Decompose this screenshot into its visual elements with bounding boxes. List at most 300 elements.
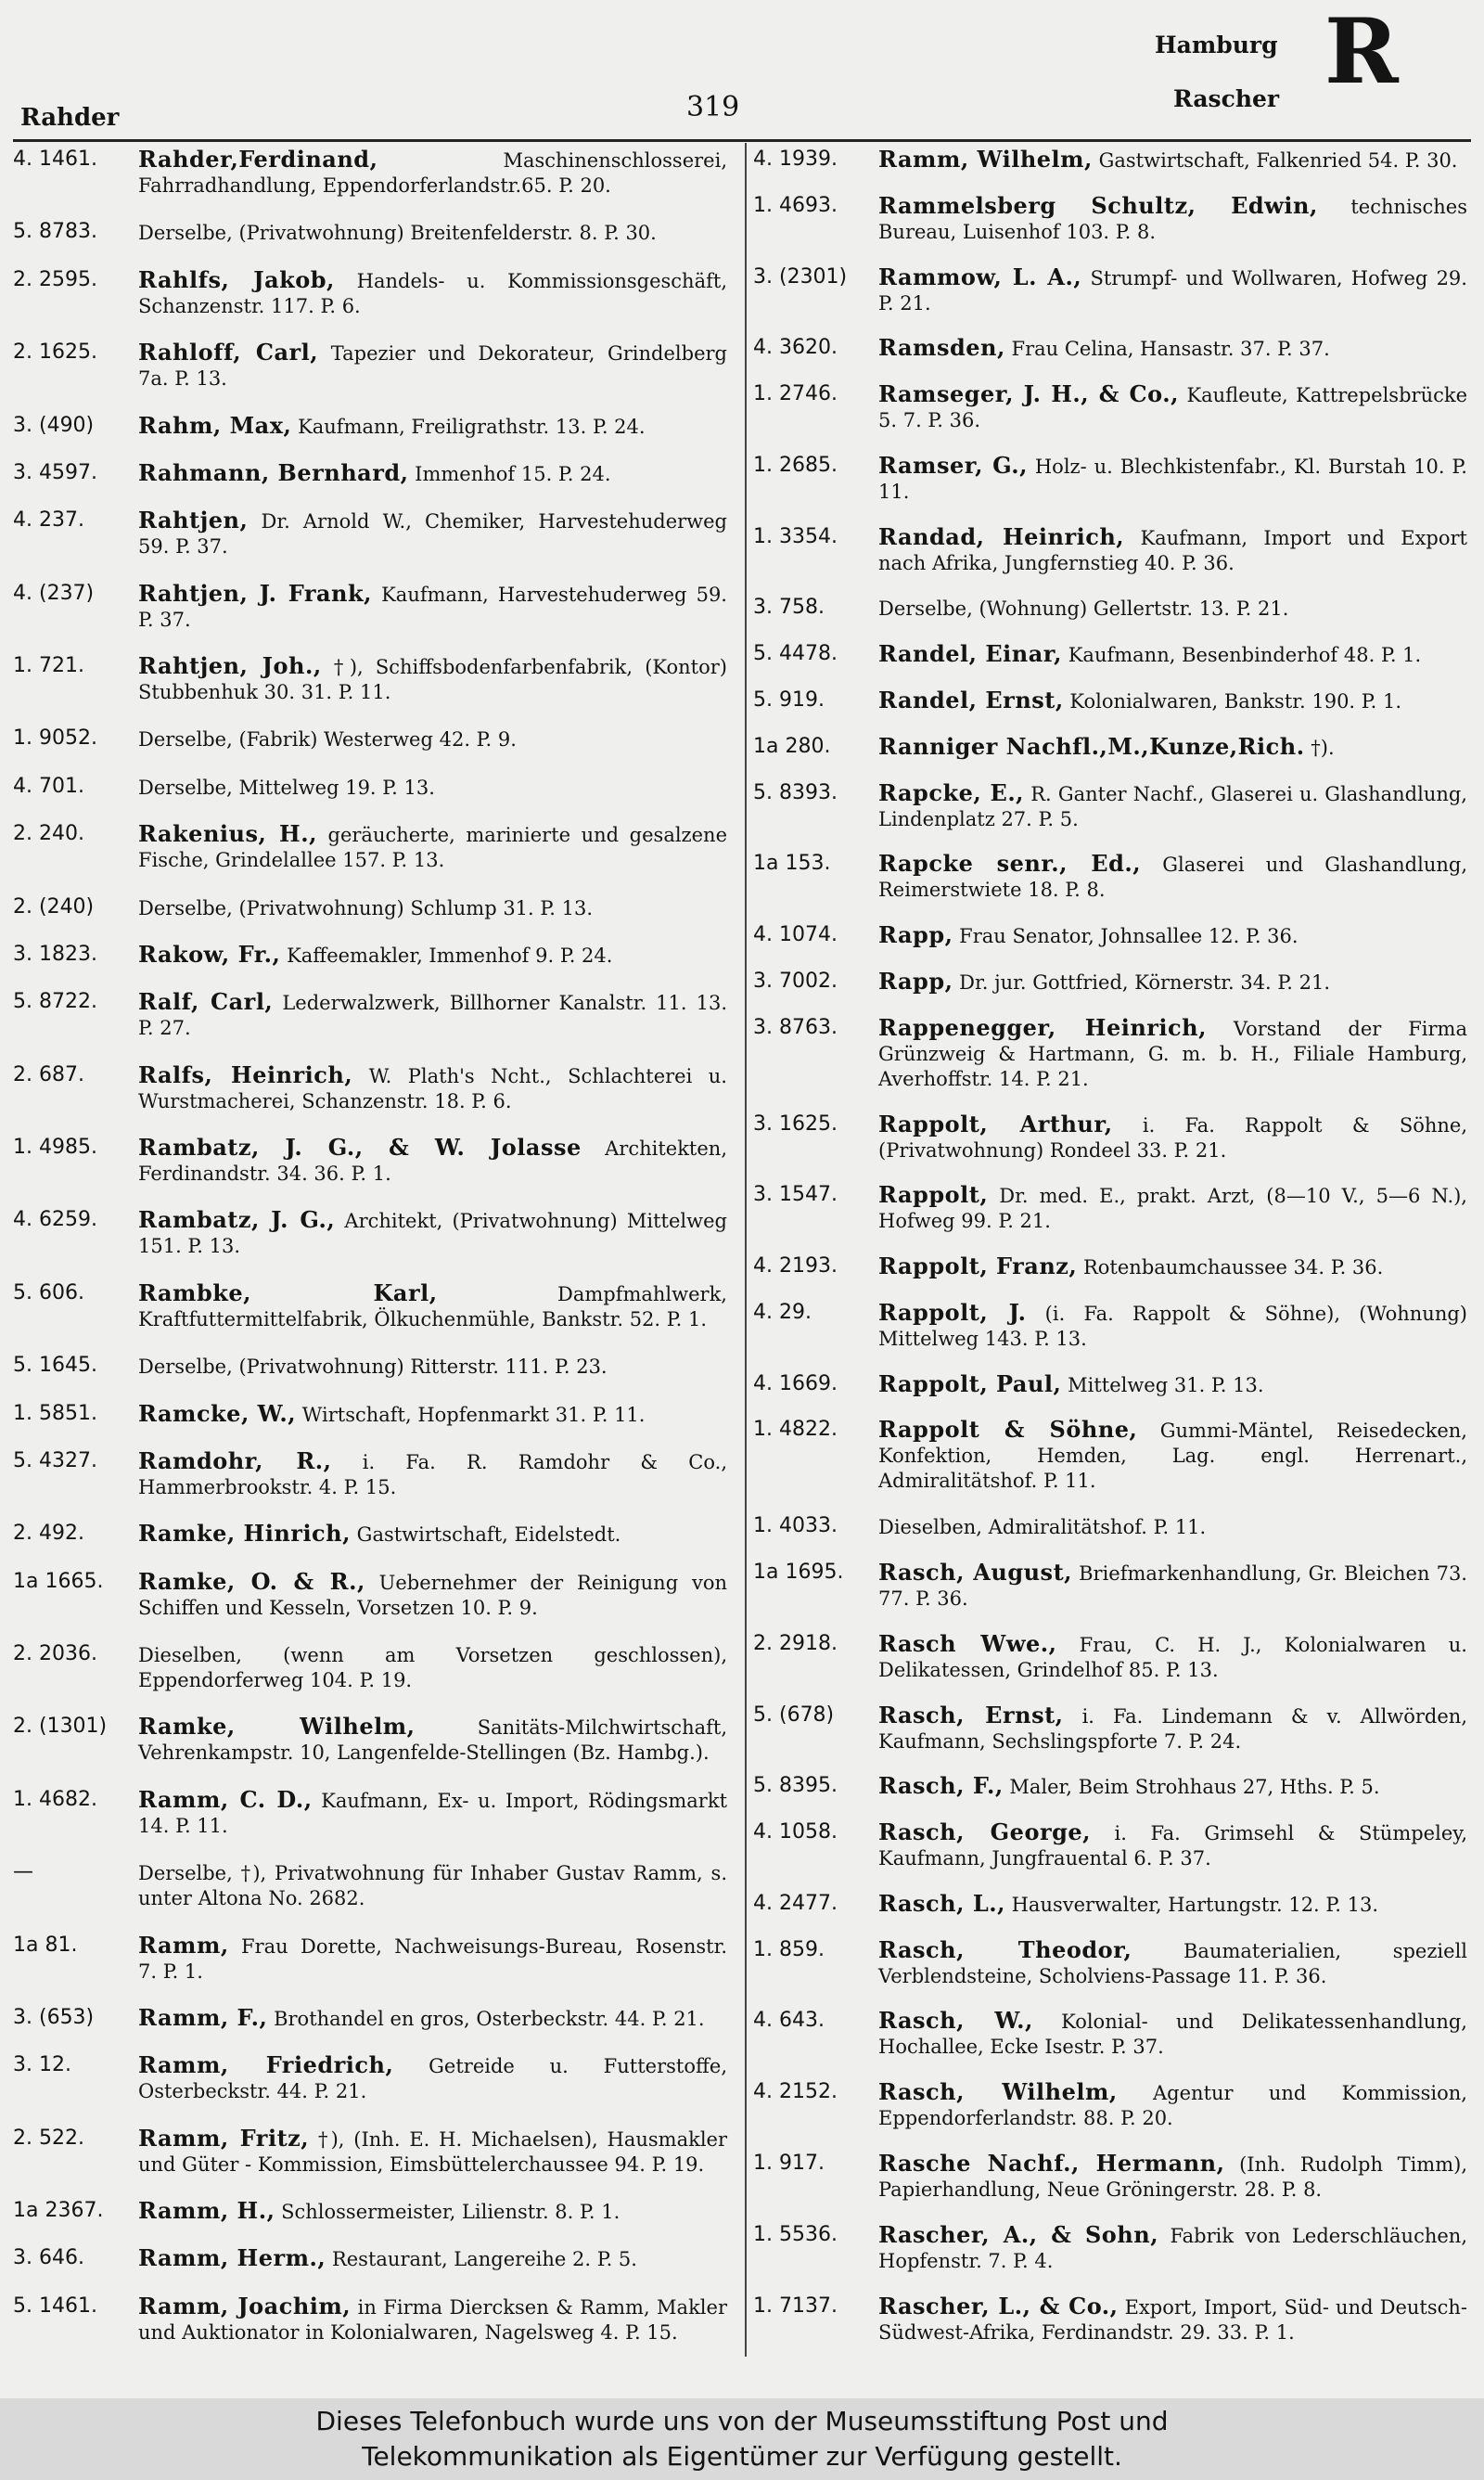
- entry-text: [878, 2222, 1467, 2274]
- phone-number: 4. (237): [13, 581, 95, 605]
- entry-text: [878, 780, 1467, 832]
- phone-number: 4. 1461.: [13, 148, 97, 171]
- entry-details: Architekt, (Privatwohnung) Mittelweg 151. P. 13.: [138, 1210, 727, 1258]
- phone-number: 4. 29.: [753, 1300, 812, 1324]
- directory-entry: [13, 2052, 727, 2104]
- subscriber-name: Rambatz, J. G., & W. Jolasse: [138, 1134, 582, 1161]
- entry-text: [878, 1182, 1467, 1234]
- city-heading: Hamburg: [1155, 32, 1278, 58]
- entry-text: [138, 653, 727, 705]
- subscriber-name: Rahloff, Carl,: [138, 339, 319, 366]
- directory-entry: [13, 1859, 727, 1911]
- entry-text: [138, 1448, 727, 1500]
- phone-number: 3. 4597.: [13, 460, 97, 484]
- phone-number: 3. (653): [13, 2005, 95, 2029]
- directory-entry: [13, 1448, 727, 1500]
- subscriber-name: Rapcke, E.,: [878, 778, 1025, 806]
- subscriber-name: Rasch, W.,: [878, 2007, 1033, 2035]
- phone-number: 3. 8763.: [753, 1015, 838, 1039]
- phone-number: 1a 1695.: [753, 1560, 844, 1584]
- entry-details: Frau, C. H. J., Kolonialwaren u. Delikatessen, Grindelhof 85. P. 13.: [878, 1633, 1467, 1681]
- phone-number: 1a 280.: [753, 734, 831, 758]
- phone-number: 1. 2746.: [753, 382, 838, 406]
- entry-details: Fabrik von Lederschläuchen, Hopfenstr. 7. P. 4.: [878, 2224, 1467, 2272]
- entry-details: Handels- u. Kommissionsgeschäft, Schanzenstr. 117. P. 6.: [138, 269, 727, 317]
- subscriber-name: Ramm, C. D.,: [138, 1785, 313, 1813]
- entry-details: Kaufmann, Harvestehuderweg 59. P. 37.: [138, 583, 727, 631]
- entry-details: Derselbe, (Wohnung) Gellertstr. 13. P. 21.: [878, 598, 1289, 621]
- entry-details: Dieselben, (wenn am Vorsetzen geschlossen), Eppendorferweg 104. P. 19.: [138, 1644, 727, 1691]
- entry-details: Gastwirtschaft, Falkenried 54. P. 30.: [1098, 149, 1458, 172]
- directory-entry: [13, 2294, 727, 2345]
- entry-text: [878, 335, 1467, 362]
- subscriber-name: Rapcke senr., Ed.,: [878, 850, 1142, 878]
- entry-details: Export, Import, Süd- und Deutsch-Südwest-Afrika, Ferdinandstr. 29. 33. P. 1.: [878, 2295, 1467, 2344]
- phone-number: 3. 12.: [13, 2053, 71, 2077]
- directory-entry: [753, 851, 1467, 903]
- directory-entry: [753, 1112, 1467, 1163]
- directory-entry: [753, 969, 1467, 996]
- entry-text: [138, 1353, 727, 1380]
- directory-entry: [13, 1135, 727, 1187]
- directory-entry: [13, 1062, 727, 1114]
- entry-details: Briefmarkenhandlung, Gr. Bleichen 73. 77. P. 36.: [878, 1561, 1467, 1610]
- subscriber-name: Ramm, Herm.,: [138, 2244, 326, 2272]
- entry-details: in Firma Diercksen & Ramm, Makler und Auktionator in Kolonialwaren, Nagelsweg 4. P. 15.: [138, 2295, 727, 2344]
- entry-text: [878, 1112, 1467, 1163]
- phone-number: 1a 2367.: [13, 2199, 104, 2222]
- entry-text: [878, 264, 1467, 316]
- entry-text: [138, 989, 727, 1041]
- phone-number: 1. 4033.: [753, 1514, 838, 1538]
- phone-number: 4. 2193.: [753, 1254, 838, 1279]
- subscriber-name: Rahtjen, Joh.,: [138, 652, 322, 679]
- directory-entry: [13, 2245, 727, 2272]
- phone-number: 1. 4985.: [13, 1136, 97, 1159]
- subscriber-name: Rapp,: [878, 921, 953, 949]
- entry-details: Derselbe, (Privatwohnung) Ritterstr. 111. P. 23.: [138, 1356, 608, 1379]
- subscriber-name: Rahm, Max,: [138, 411, 292, 439]
- directory-entry: [753, 1253, 1467, 1280]
- directory-entry: [13, 581, 727, 633]
- entry-text: [878, 1703, 1467, 1754]
- subscriber-name: Rakow, Fr.,: [138, 940, 281, 968]
- subscriber-name: Ramke, Hinrich,: [138, 1520, 351, 1548]
- subscriber-name: Rappolt, Arthur,: [878, 1110, 1113, 1137]
- subscriber-name: Ramsden,: [878, 334, 1005, 362]
- entry-text: [878, 1371, 1467, 1398]
- subscriber-name: Rambatz, J. G.,: [138, 1206, 336, 1234]
- entry-text: [138, 1569, 727, 1621]
- directory-entry: [13, 774, 727, 801]
- entry-text: [878, 851, 1467, 903]
- directory-entry: [753, 1631, 1467, 1683]
- subscriber-name: Rakenius, H.,: [138, 820, 317, 848]
- subscriber-name: Ramm, F.,: [138, 2003, 268, 2031]
- entry-details: Kaufmann, Freiligrathstr. 13. P. 24.: [298, 415, 646, 438]
- subscriber-name: Rascher, A., & Sohn,: [878, 2220, 1159, 2248]
- subscriber-name: Ramseger, J. H., & Co.,: [878, 380, 1179, 408]
- subscriber-name: Randel, Einar,: [878, 640, 1063, 668]
- entry-text: [878, 1937, 1467, 1989]
- entry-text: [878, 147, 1467, 173]
- subscriber-name: Rammelsberg Schultz, Edwin,: [878, 191, 1318, 219]
- entry-details: Dr. Arnold W., Chemiker, Harvestehuderweg 59. P. 37.: [138, 510, 728, 559]
- phone-number: 3. 1823.: [13, 942, 97, 966]
- entry-text: [878, 2008, 1467, 2060]
- entry-text: [138, 267, 727, 319]
- subscriber-name: Rappolt,: [878, 1181, 989, 1209]
- entry-text: [138, 821, 727, 873]
- footer-notice: [0, 2398, 1484, 2480]
- entry-details: Tapezier und Dekorateur, Grindelberg 7a. P. 13.: [138, 342, 727, 391]
- phone-number: —: [13, 1860, 33, 1884]
- phone-number: 1a 153.: [753, 852, 831, 876]
- entry-details: geräucherte, marinierte und gesalzene Fische, Grindelallee 157. P. 13.: [138, 824, 727, 872]
- directory-entry: [13, 219, 727, 246]
- entry-text: [878, 922, 1467, 949]
- subscriber-name: Rappolt, Paul,: [878, 1369, 1062, 1397]
- directory-entry: [13, 653, 727, 705]
- phone-number: 2. (1301): [13, 1715, 108, 1739]
- phone-number: 2. 687.: [13, 1062, 84, 1086]
- entry-details: Lederwalzwerk, Billhorner Kanalstr. 11. 13. P. 27.: [138, 992, 727, 1040]
- directory-entry: [13, 942, 727, 969]
- subscriber-name: Rappenegger, Heinrich,: [878, 1013, 1207, 1041]
- directory-entry: [753, 193, 1467, 245]
- phone-number: 2. 522.: [13, 2126, 84, 2150]
- directory-entry: [753, 734, 1467, 761]
- phone-number: 1. 3354.: [753, 524, 838, 548]
- entry-details: Kolonial- und Delikatessenhandlung, Hochallee, Ecke Isestr. P. 37.: [878, 2011, 1467, 2059]
- entry-text: [138, 340, 727, 392]
- phone-number: 4. 6259.: [13, 1208, 97, 1232]
- entry-details: Derselbe, (Privatwohnung) Breitenfelderstr. 8. P. 30.: [138, 222, 657, 245]
- entry-text: [138, 1859, 727, 1911]
- entry-text: [138, 894, 727, 921]
- entry-details: Kaufleute, Kattrepelsbrücke 5. 7. P. 36.: [878, 384, 1468, 432]
- phone-number: 3. (2301): [753, 264, 848, 289]
- phone-number: 1a 1665.: [13, 1569, 104, 1593]
- entry-text: [138, 2005, 727, 2032]
- subscriber-name: Rasch, August,: [878, 1558, 1073, 1586]
- entry-details: technisches Bureau, Luisenhof 103. P. 8.: [878, 195, 1467, 243]
- entry-details: †).: [1311, 736, 1335, 759]
- entry-details: Schlossermeister, Lilienstr. 8. P. 1.: [281, 2201, 620, 2223]
- subscriber-name: Rasch, F.,: [878, 1772, 1004, 1800]
- entry-details: (Inh. Rudolph Timm), Papierhandlung, Neue Gröningerstr. 28. P. 8.: [878, 2153, 1468, 2201]
- entry-text: [878, 687, 1467, 714]
- entry-text: [878, 734, 1467, 761]
- phone-number: 2. (240): [13, 894, 95, 919]
- phone-number: 1. 9052.: [13, 726, 97, 751]
- entry-details: †), (Inh. E. H. Michaelsen), Hausmakler und Güter - Kommission, Eimsbüttelerchaussee 94. P. 19.: [138, 2127, 727, 2176]
- entry-details: Maschinenschlosserei, Fahrradhandlung, Eppendorferlandstr.65. P. 20.: [138, 149, 727, 197]
- directory-entry: [13, 726, 727, 752]
- entry-details: Brothandel en gros, Osterbeckstr. 44. P. 21.: [274, 2007, 705, 2030]
- entry-text: [878, 641, 1467, 668]
- entry-details: R. Ganter Nachf., Glaserei u. Glashandlung, Lindenplatz 27. P. 5.: [878, 782, 1467, 830]
- directory-entry: [13, 821, 727, 873]
- footer-line-2: Telekommunikation als Eigentümer zur Verfügung gestellt.: [362, 2441, 1122, 2472]
- subscriber-name: Ralf, Carl,: [138, 988, 274, 1016]
- phone-number: 3. (490): [13, 413, 95, 437]
- entry-details: Gastwirtschaft, Eidelstedt.: [356, 1523, 621, 1547]
- entry-details: Agentur und Kommission, Eppendorferlandstr. 88. P. 20.: [878, 2082, 1467, 2130]
- subscriber-name: Rasch, L.,: [878, 1889, 1005, 1917]
- directory-entry: [13, 1714, 727, 1766]
- directory-entry: [13, 1933, 727, 1985]
- directory-entry: [753, 1773, 1467, 1800]
- entry-text: [138, 1207, 727, 1259]
- phone-number: 5. 1461.: [13, 2294, 97, 2318]
- directory-entry: [753, 687, 1467, 714]
- directory-entry: [753, 2222, 1467, 2274]
- entry-text: [878, 2151, 1467, 2203]
- subscriber-name: Ramke, O. & R.,: [138, 1567, 365, 1595]
- directory-entry: [753, 641, 1467, 668]
- directory-entry: [753, 2294, 1467, 2345]
- entry-text: [138, 581, 727, 633]
- phone-number: 1. 4682.: [13, 1787, 97, 1811]
- directory-entry: [13, 340, 727, 392]
- subscriber-name: Rasch, Theodor,: [878, 1935, 1132, 1963]
- subscriber-name: Rasch Wwe.,: [878, 1629, 1057, 1657]
- right-column: [753, 147, 1467, 2345]
- entry-text: [138, 1714, 727, 1766]
- subscriber-name: Rahtjen,: [138, 507, 249, 534]
- phone-number: 4. 1669.: [753, 1371, 838, 1395]
- entry-text: [138, 1521, 727, 1548]
- phone-number: 3. 7002.: [753, 969, 838, 993]
- subscriber-name: Ramm, Wilhelm,: [878, 146, 1093, 173]
- phone-number: 5. 1645.: [13, 1354, 97, 1378]
- entry-text: [138, 147, 727, 199]
- subscriber-name: Rahder,Ferdinand,: [138, 146, 378, 173]
- entry-details: Derselbe, Mittelweg 19. P. 13.: [138, 776, 435, 799]
- directory-entry: [13, 2126, 727, 2178]
- entry-text: [138, 2294, 727, 2345]
- subscriber-name: Rambke, Karl,: [138, 1279, 438, 1306]
- directory-entry: [753, 1937, 1467, 1989]
- entry-details: Uebernehmer der Reinigung von Schiffen und Kesseln, Vorsetzen 10. P. 9.: [138, 1571, 727, 1619]
- phone-number: 4. 1074.: [753, 923, 838, 947]
- entry-text: [878, 1819, 1467, 1871]
- directory-entry: [13, 1521, 727, 1548]
- phone-number: 1. 721.: [13, 654, 84, 677]
- directory-entry: [753, 1513, 1467, 1540]
- entry-text: [138, 1280, 727, 1332]
- entry-text: [878, 524, 1467, 576]
- directory-entry: [753, 1015, 1467, 1092]
- directory-entry: [753, 1300, 1467, 1352]
- directory-entry: [753, 1560, 1467, 1612]
- phone-number: 5. 919.: [753, 688, 825, 713]
- phone-number: 1a 81.: [13, 1933, 78, 1957]
- entry-text: [138, 2198, 727, 2225]
- entry-details: Restaurant, Langereihe 2. P. 5.: [331, 2248, 637, 2271]
- entry-details: Gummi-Mäntel, Reisedecken, Konfektion, Hemden, Lag. engl. Herrenart., Admiralitätshof. P. 11.: [878, 1420, 1467, 1493]
- section-letter: R: [1324, 0, 1399, 104]
- directory-entry: [753, 524, 1467, 576]
- phone-number: 5. (678): [753, 1703, 835, 1727]
- entry-details: Maler, Beim Strohhaus 27, Hths. P. 5.: [1009, 1776, 1380, 1799]
- directory-entry: [753, 381, 1467, 433]
- entry-text: [878, 969, 1467, 996]
- subscriber-name: Ramser, G.,: [878, 451, 1028, 479]
- phone-number: 5. 8395.: [753, 1774, 838, 1798]
- entry-text: [878, 381, 1467, 433]
- phone-number: 5. 8783.: [13, 220, 97, 244]
- entry-text: [138, 413, 727, 440]
- entry-details: Wirtschaft, Hopfenmarkt 31. P. 11.: [301, 1403, 646, 1426]
- entry-text: [878, 1015, 1467, 1092]
- phone-number: 4. 3620.: [753, 336, 838, 360]
- directory-entry: [13, 267, 727, 319]
- entry-text: [138, 508, 727, 559]
- directory-entry: [13, 147, 727, 199]
- entry-text: [138, 219, 727, 246]
- subscriber-name: Rahtjen, J. Frank,: [138, 579, 372, 607]
- entry-text: [878, 453, 1467, 505]
- phone-number: 5. 606.: [13, 1280, 84, 1304]
- phone-number: 4. 2477.: [753, 1891, 838, 1915]
- left-running-head: Rahder: [20, 104, 120, 132]
- entry-details: Vorstand der Firma Grünzweig & Hartmann, G. m. b. H., Filiale Hamburg, Averhoffstr. 14. P. 21.: [878, 1017, 1467, 1090]
- directory-entry: [753, 2151, 1467, 2203]
- directory-entry: [753, 453, 1467, 505]
- phone-number: 2. 492.: [13, 1522, 84, 1546]
- entry-details: Rotenbaumchaussee 34. P. 36.: [1082, 1256, 1384, 1279]
- phone-number: 2. 240.: [13, 822, 84, 846]
- directory-entry: [13, 1207, 727, 1259]
- left-column: [13, 147, 727, 2345]
- subscriber-name: Randel, Ernst,: [878, 687, 1064, 714]
- entry-text: [878, 1417, 1467, 1494]
- entry-text: [878, 2294, 1467, 2345]
- phone-number: 2. 2918.: [753, 1631, 838, 1655]
- subscriber-name: Ramm, Fritz,: [138, 2124, 310, 2152]
- directory-entry: [13, 1787, 727, 1839]
- entry-details: Dr. med. E., prakt. Arzt, (8—10 V., 5—6 N.), Hofweg 99. P. 21.: [878, 1185, 1467, 1233]
- entry-details: Sanitäts-Milchwirtschaft, Vehrenkampstr. 10, Langenfelde-Stellingen (Bz. Hambg.).: [138, 1716, 727, 1765]
- directory-entry: [13, 413, 727, 440]
- directory-entry: [753, 2079, 1467, 2131]
- entry-text: [138, 2126, 727, 2178]
- phone-number: 1. 5536.: [753, 2222, 838, 2246]
- directory-entry: [753, 335, 1467, 362]
- subscriber-name: Rapp,: [878, 967, 953, 995]
- directory-entry: [13, 1401, 727, 1428]
- directory-entry: [13, 460, 727, 487]
- subscriber-name: Ranniger Nachfl.,M.,Kunze,Rich.: [878, 732, 1305, 760]
- entry-details: i. Fa. Lindemann & v. Allwörden, Kaufmann, Sechslingspforte 7. P. 24.: [878, 1704, 1468, 1753]
- directory-entry: [13, 989, 727, 1041]
- subscriber-name: Ramke, Wilhelm,: [138, 1713, 416, 1741]
- subscriber-name: Rappolt & Söhne,: [878, 1416, 1138, 1444]
- entry-details: Kaufmann, Ex- u. Import, Rödingsmarkt 14. P. 11.: [138, 1789, 728, 1837]
- subscriber-name: Ramm, Joachim,: [138, 2292, 352, 2319]
- subscriber-name: Rasche Nachf., Hermann,: [878, 2150, 1225, 2177]
- entry-text: [138, 2052, 727, 2104]
- phone-number: 4. 643.: [753, 2009, 825, 2033]
- entry-details: Dr. jur. Gottfried, Körnerstr. 34. P. 21.: [959, 970, 1331, 994]
- entry-text: [138, 726, 727, 752]
- directory-entry: [13, 1641, 727, 1693]
- directory-entry: [753, 1182, 1467, 1234]
- column-divider: [745, 143, 747, 2357]
- subscriber-name: Rahmann, Bernhard,: [138, 458, 409, 486]
- directory-entry: [753, 1417, 1467, 1494]
- entry-details: †), Schiffsbodenfarbenfabrik, (Kontor) Stubbenhuk 30. 31. P. 11.: [138, 656, 727, 703]
- subscriber-name: Ramm, Friedrich,: [138, 2051, 394, 2079]
- entry-text: [138, 1641, 727, 1693]
- phone-number: 1. 4693.: [753, 193, 838, 217]
- footer-line-1: Dieses Telefonbuch wurde uns von der Museumsstiftung Post und: [315, 2406, 1169, 2436]
- phone-number: 4. 2152.: [753, 2080, 838, 2104]
- entry-text: [138, 942, 727, 969]
- entry-details: Dampfmahlwerk, Kraftfuttermittelfabrik, Ölkuchenmühle, Bankstr. 52. P. 1.: [138, 1282, 727, 1330]
- entry-details: Strumpf- und Wollwaren, Hofweg 29. P. 21.: [878, 266, 1467, 315]
- directory-entry: [753, 595, 1467, 622]
- phone-number: 3. 646.: [13, 2246, 84, 2270]
- directory-entry: [753, 1819, 1467, 1871]
- subscriber-name: Ralfs, Heinrich,: [138, 1060, 353, 1088]
- subscriber-name: Ramm, H.,: [138, 2197, 275, 2224]
- entry-details: i. Fa. R. Ramdohr & Co., Hammerbrookstr. 4. P. 15.: [138, 1450, 727, 1498]
- directory-entry: [753, 147, 1467, 173]
- directory-entry: [13, 894, 727, 921]
- entry-text: [878, 595, 1467, 622]
- phone-number: 4. 1058.: [753, 1820, 838, 1844]
- phone-number: 4. 237.: [13, 508, 84, 533]
- entry-details: Kaufmann, Besenbinderhof 48. P. 1.: [1068, 644, 1422, 667]
- phone-number: 3. 1625.: [753, 1112, 838, 1136]
- entry-text: [878, 1513, 1467, 1540]
- entry-details: Derselbe, (Privatwohnung) Schlump 31. P. 13.: [138, 896, 594, 919]
- phone-number: 2. 1625.: [13, 341, 97, 365]
- entry-text: [878, 1891, 1467, 1918]
- directory-entry: [753, 2008, 1467, 2060]
- phone-number: 3. 1547.: [753, 1183, 838, 1207]
- entry-details: (i. Fa. Rappolt & Söhne), (Wohnung) Mittelweg 143. P. 13.: [878, 1302, 1467, 1350]
- entry-details: Baumaterialien, speziell Verblendsteine, Scholviens-Passage 11. P. 36.: [878, 1939, 1467, 1987]
- entry-details: Architekten, Ferdinandstr. 34. 36. P. 1.: [138, 1137, 727, 1185]
- directory-entry: [13, 1569, 727, 1621]
- phone-number: 1. 5851.: [13, 1401, 97, 1425]
- entry-details: Frau Senator, Johnsallee 12. P. 36.: [959, 925, 1298, 948]
- entry-details: Derselbe, (Fabrik) Westerweg 42. P. 9.: [138, 728, 517, 752]
- entry-text: [138, 1933, 727, 1985]
- entry-details: i. Fa. Rappolt & Söhne, (Privatwohnung) Rondeel 33. P. 21.: [878, 1113, 1467, 1162]
- subscriber-name: Ramcke, W.,: [138, 1399, 297, 1427]
- entry-details: i. Fa. Grimsehl & Stümpeley, Kaufmann, Jungfrauental 6. P. 37.: [878, 1822, 1467, 1870]
- phone-number: 5. 8722.: [13, 990, 97, 1014]
- entry-details: Dieselben, Admiralitätshof. P. 11.: [878, 1516, 1207, 1539]
- entry-details: Frau Dorette, Nachweisungs-Bureau, Rosenstr. 7. P. 1.: [138, 1934, 727, 1983]
- entry-text: [138, 2245, 727, 2272]
- subscriber-name: Rahlfs, Jakob,: [138, 265, 335, 293]
- subscriber-name: Rasch, Wilhelm,: [878, 2078, 1118, 2106]
- phone-number: 4. 1939.: [753, 148, 838, 171]
- directory-entry: [13, 508, 727, 559]
- directory-entry: [753, 1371, 1467, 1398]
- entry-text: [138, 460, 727, 487]
- entry-text: [138, 1787, 727, 1839]
- entry-details: Hausverwalter, Hartungstr. 12. P. 13.: [1011, 1893, 1379, 1916]
- directory-entry: [753, 1891, 1467, 1918]
- entry-text: [878, 1631, 1467, 1683]
